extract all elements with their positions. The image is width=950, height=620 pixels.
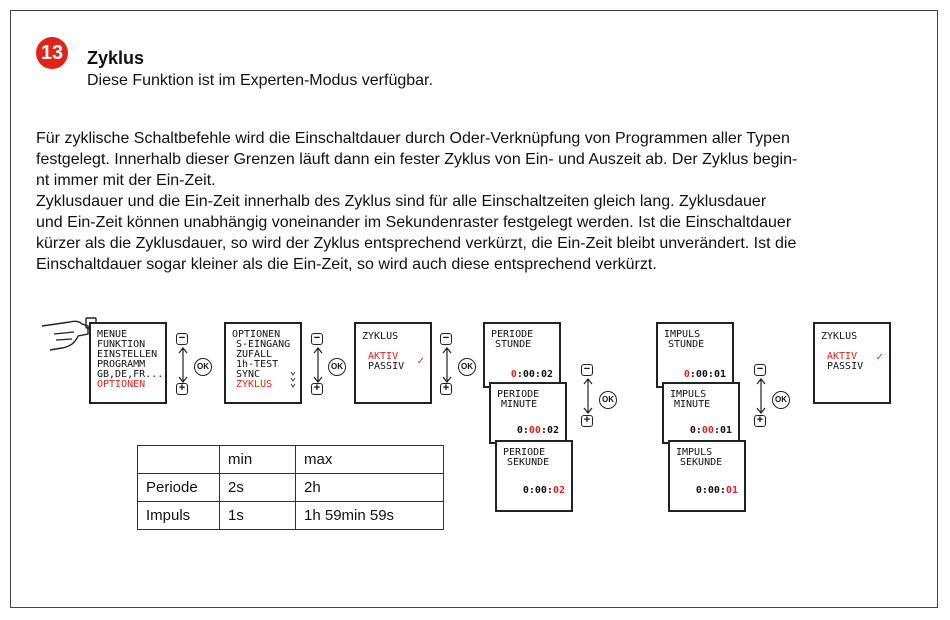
screen-periode-stunde (483, 322, 561, 388)
table-cell: min (220, 446, 296, 474)
screen-line: MENUE (97, 329, 128, 340)
scroll-arrow-icon (313, 347, 323, 383)
table-cell: 1h 59min 59s (296, 502, 444, 530)
screen-line: MINUTE (674, 399, 711, 410)
screen-line: IMPULS (664, 329, 701, 340)
screen-line-selected: AKTIV (368, 351, 399, 362)
minus-button[interactable]: − (311, 333, 323, 345)
time-readout (690, 426, 732, 436)
screen-line-selected: OPTIONEN (97, 379, 146, 390)
time-part: 00 (701, 425, 714, 436)
screen-zyklus-final (813, 322, 891, 404)
limits-table (137, 445, 444, 530)
screen-line: S-EINGANG (236, 339, 291, 350)
scroll-arrow-icon (178, 347, 188, 383)
screen-line: PASSIV (368, 361, 405, 372)
screen-line: ZYKLUS (362, 331, 399, 342)
more-arrows-icon (290, 370, 296, 390)
ok-button[interactable]: OK (458, 358, 476, 376)
time-part: 0:00: (522, 485, 553, 496)
screen-line: PERIODE (503, 447, 546, 458)
scroll-arrow-icon (583, 378, 593, 414)
scroll-arrow-icon (442, 347, 452, 383)
minus-button[interactable]: − (440, 333, 452, 345)
screen-line: GB,DE,FR.... (97, 369, 170, 380)
time-part: 00 (528, 425, 541, 436)
screen-periode-sekunde (495, 440, 573, 512)
time-part: 01 (725, 485, 738, 496)
plus-button[interactable]: + (754, 415, 766, 427)
plus-button[interactable]: + (440, 383, 452, 395)
time-part: 0: (516, 425, 529, 436)
table-cell: max (296, 446, 444, 474)
time-readout (517, 426, 559, 436)
screen-line: SEKUNDE (507, 457, 550, 468)
plus-button[interactable]: + (176, 383, 188, 395)
screen-line: OPTIONEN (232, 329, 281, 340)
screen-line: PERIODE (497, 389, 540, 400)
screen-line: MINUTE (501, 399, 538, 410)
screen-line: ZYKLUS (821, 331, 858, 342)
screen-line: PASSIV (827, 361, 864, 372)
screen-line: ZUFALL (236, 349, 273, 360)
ok-button[interactable]: OK (328, 358, 346, 376)
ok-button[interactable]: OK (772, 391, 790, 409)
scroll-arrow-icon (756, 378, 766, 414)
time-readout (511, 370, 553, 380)
body-line: und Ein-Zeit können unabhängig voneinander im Sekundenraster festgelegt werden. Ist die Einschaltdauer (36, 214, 792, 231)
table-cell: Periode (138, 474, 220, 502)
screen-line: 1h-TEST (236, 359, 279, 370)
table-row (138, 502, 444, 530)
minus-button[interactable]: − (581, 364, 593, 376)
table-cell: Impuls (138, 502, 220, 530)
table-cell: 2h (296, 474, 444, 502)
screen-line: SEKUNDE (680, 457, 723, 468)
screen-line-selected: ZYKLUS (236, 379, 273, 390)
screen-optionen (224, 322, 302, 404)
plus-button[interactable]: + (581, 415, 593, 427)
time-readout (696, 486, 738, 496)
minus-button[interactable]: − (754, 364, 766, 376)
plus-button[interactable]: + (311, 383, 323, 395)
screen-line: FUNKTION (97, 339, 146, 350)
time-part: 02 (552, 485, 565, 496)
table-cell: 1s (220, 502, 296, 530)
screen-line: EINSTELLEN (97, 349, 158, 360)
section-subtitle: Diese Funktion ist im Experten-Modus verfügbar. (87, 72, 433, 89)
body-text (36, 128, 928, 275)
time-part: 0 (683, 369, 690, 380)
screen-line: PERIODE (491, 329, 534, 340)
time-part: 0: (689, 425, 702, 436)
body-line: Zyklusdauer und die Ein-Zeit innerhalb des Zyklus sind für alle Einschaltzeiten gleich lang. Zyklusdauer (36, 193, 767, 210)
screen-menu (89, 322, 170, 404)
screen-line: STUNDE (495, 339, 532, 350)
screen-line: STUNDE (668, 339, 705, 350)
time-part: :01 (713, 425, 732, 436)
screen-impuls-minute (662, 382, 740, 444)
screen-line: PROGRAMM (97, 359, 146, 370)
screen-line: IMPULS (670, 389, 707, 400)
screen-zyklus (354, 322, 432, 404)
ok-button[interactable]: OK (599, 391, 617, 409)
section-number-badge: 13 (36, 37, 68, 69)
body-line: Einschaltdauer sogar kleiner als die Ein-Zeit, so wird auch diese entsprechend verkürzt. (36, 256, 657, 273)
body-line: nt immer mit der Ein-Zeit. (36, 172, 216, 189)
body-line: kürzer als die Zyklusdauer, so wird der Zyklus entsprechend verkürzt, die Ein-Zeit bleibt unverändert. Ist die (36, 235, 797, 252)
screen-impuls-sekunde (668, 440, 746, 512)
time-readout (523, 486, 565, 496)
minus-button[interactable]: − (176, 333, 188, 345)
time-part: :00:01 (689, 369, 726, 380)
table-cell (138, 446, 220, 474)
check-icon: ✓ (417, 354, 424, 367)
table-header-row (138, 446, 444, 474)
time-part: :02 (540, 425, 559, 436)
check-icon: ✓ (876, 350, 883, 363)
table-cell: 2s (220, 474, 296, 502)
time-part: 0 (510, 369, 517, 380)
ok-button[interactable]: OK (194, 358, 212, 376)
time-readout (684, 370, 726, 380)
body-line: festgelegt. Innerhalb dieser Grenzen läuft dann ein fester Zyklus von Ein- und Auszeit ab. Der Zyklus begin- (36, 151, 798, 168)
time-part: :00:02 (516, 369, 553, 380)
screen-impuls-stunde (656, 322, 734, 388)
body-line: Für zyklische Schaltbefehle wird die Einschaltdauer durch Oder-Verknüpfung von Programmen aller Typen (36, 130, 790, 147)
screen-line-selected: AKTIV (827, 351, 858, 362)
screen-line: IMPULS (676, 447, 713, 458)
screen-line: SYNC (236, 369, 261, 380)
section-title: Zyklus (87, 48, 145, 68)
time-part: 0:00: (695, 485, 726, 496)
table-row (138, 474, 444, 502)
screen-periode-minute (489, 382, 567, 444)
